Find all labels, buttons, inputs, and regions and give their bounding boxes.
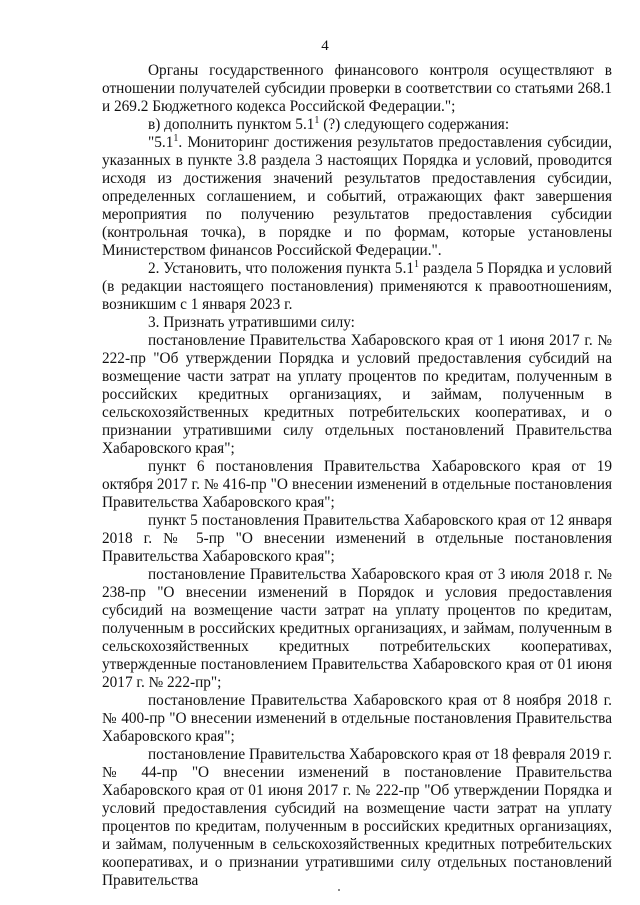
superscript: 1 [314,115,320,126]
paragraph-establish: 2. Установить, что положения пункта $5.1^1$ раздела 5 Порядка и условий (в редакции настоящего постановления) применяются к правоотношениям, возникшим с 1 января 2023 г. [102,259,612,313]
paragraph-add-point: в) дополнить пунктом $5.1^1$ (?) следующего содержания: [148,115,510,133]
page-number: 4 [321,38,329,54]
scan-speck [338,889,340,891]
superscript: 1 [173,133,179,144]
paragraph-repeal-item-3: пункт 5 постановления Правительства Хабаровского края от 12 января 2018 г. № 5-пр "О внесении изменений в отдельные постановления Правительства Хабаровского края"; [102,512,612,565]
paragraph-repeal-item-5: постановление Правительства Хабаровского края от 8 ноября 2018 г. № 400-пр "О внесении изменений в отдельные постановления Правительства Хабаровского края"; [102,692,612,745]
paragraph-repeal-item-2: пункт 6 постановления Правительства Хабаровского края от 19 октября 2017 г. № 416-пр "О внесении изменений в отдельные постановления Правительства Хабаровского края"; [102,458,612,511]
paragraph-repeal-item-1: постановление Правительства Хабаровского края от 1 июня 2017 г. № 222-пр "Об утверждении Порядка и условий предоставления субсидий на возмещение части затрат на уплату процентов по кредитам, полученным в российских кредитных организациях, и займам, полученным в сельскохозяйственных кредитных потребительских кооперативах, и о признании утратившими силу отдельных постановлений Правительства Хабаровского края"; [102,332,612,457]
paragraph-repeal-item-4: постановление Правительства Хабаровского края от 3 июля 2018 г. № 238-пр "О внесении изменений в Порядок и условия предоставления субсидий на возмещение части затрат на уплату процентов по кредитам, полученным в российских кредитных организациях, и займам, полученным в сельскохозяйственных кредитных потребительских кооперативах, утвержденные постановлением Правительства Хабаровского края от 01 июня 2017 г. № 222-пр"; [102,566,612,691]
document-body [102,62,612,890]
paragraph-control-bodies: Органы государственного финансового контроля осуществляют в отношении получателей субсидии проверки в соответствии со статьями 268.1 и 269.2 Бюджетного кодекса Российской Федерации."; [102,62,612,115]
paragraph-monitoring: "$5.1^1$. Мониторинг достижения результатов предоставления субсидии, указанных в пункте 3.8 раздела 3 настоящих Порядка и условий, проводится исходя из достижения значений результатов предоставления субсидии, определенных соглашением, и событий, отражающих факт завершения мероприятия по получению результатов предоставления субсидии (контрольная точка), в порядке и по формам, которые установлены Министерством финансов Российской Федерации.". [102,133,612,259]
paragraph-repeal-item-6: постановление Правительства Хабаровского края от 18 февраля 2019 г. № 44-пр "О внесении изменений в постановление Правительства Хабаровского края от 01 июня 2017 г. № 222-пр "Об утверждении Порядка и условий предоставления субсидий на возмещение части затрат на уплату процентов по кредитам, полученным в российских кредитных организациях, и займам, полученным в сельскохозяйственных кредитных потребительских кооперативах, и о признании утратившими силу отдельных постановлений Правительства [102,746,612,889]
superscript: 1 [414,259,420,270]
paragraph-repeal-heading: 3. Признать утратившими силу: [148,314,355,331]
